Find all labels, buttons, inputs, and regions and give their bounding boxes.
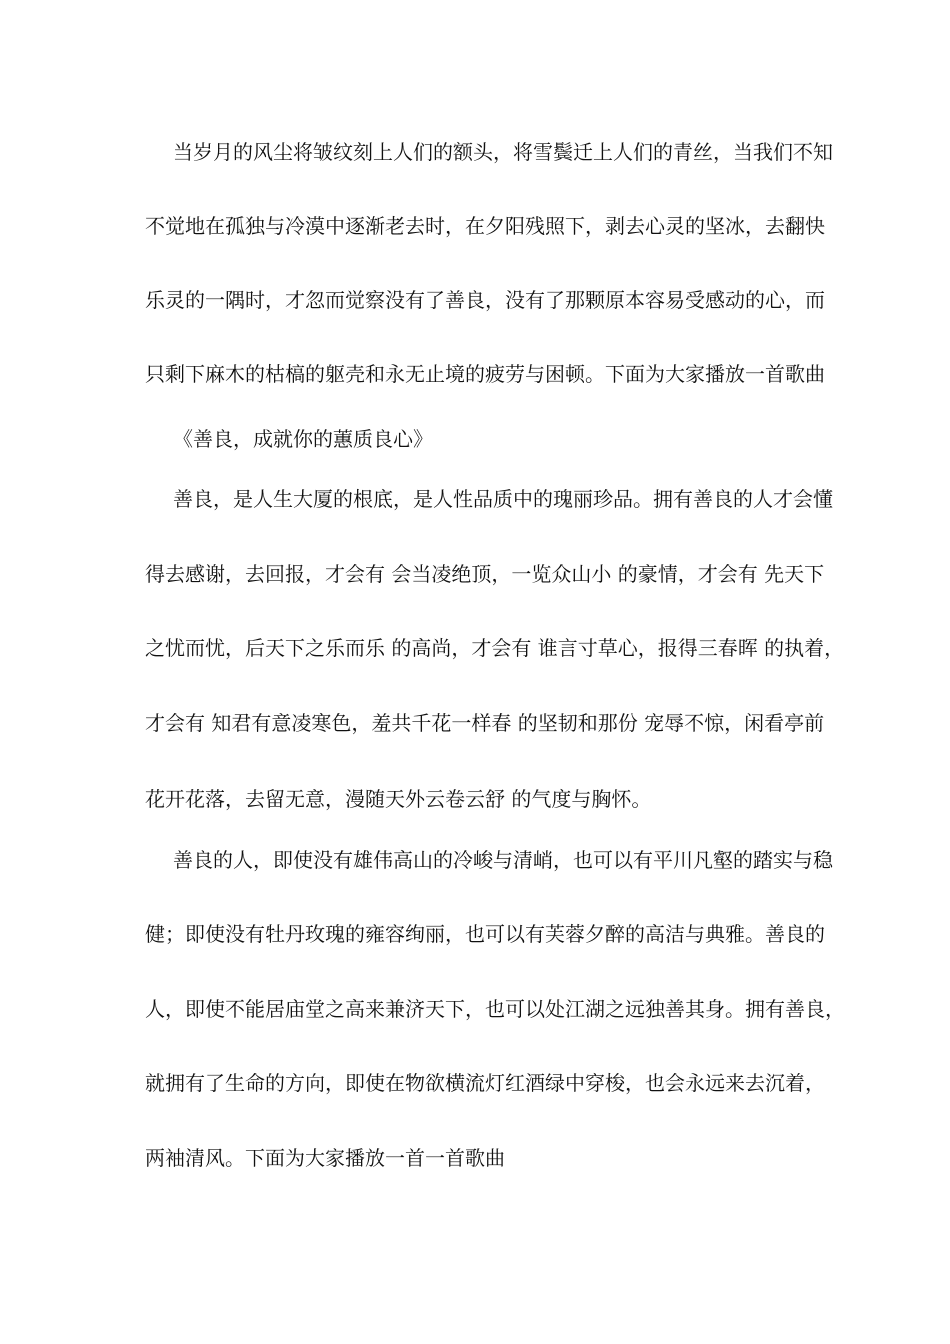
paragraph-3-line-1: 善良的人，即使没有雄伟高山的冷峻与清峭，也可以有平川凡壑的踏实与稳	[173, 848, 833, 872]
paragraph-1-line-3: 乐灵的一隅时，才忽而觉察没有了善良，没有了那颗原本容易受感动的心，而	[145, 288, 825, 312]
paragraph-2-line-2: 得去感谢，去回报，才会有 会当凌绝顶，一览众山小 的豪情，才会有 先天下	[145, 562, 825, 586]
paragraph-2-line-3: 之忧而忧，后天下之乐而乐 的高尚，才会有 谁言寸草心，报得三春晖 的执着，	[145, 636, 845, 660]
paragraph-3-line-2: 健；即使没有牡丹玫瑰的雍容绚丽，也可以有芙蓉夕醉的高洁与典雅。善良的	[145, 922, 825, 946]
paragraph-2-line-5: 花开花落，去留无意，漫随天外云卷云舒 的气度与胸怀。	[145, 787, 652, 811]
paragraph-1-line-1: 当岁月的风尘将皱纹刻上人们的额头，将雪鬓迁上人们的青丝，当我们不知	[173, 140, 833, 164]
paragraph-2-line-1: 善良，是人生大厦的根底，是人性品质中的瑰丽珍品。拥有善良的人才会懂	[173, 487, 833, 511]
paragraph-2-line-4: 才会有 知君有意凌寒色，羞共千花一样春 的坚韧和那份 宠辱不惊，闲看亭前	[145, 711, 825, 735]
song-title: 《善良，成就你的蕙质良心》	[173, 427, 433, 451]
paragraph-1-line-2: 不觉地在孤独与冷漠中逐渐老去时，在夕阳残照下，剥去心灵的坚冰，去翻快	[145, 214, 825, 238]
paragraph-3-line-3: 人，即使不能居庙堂之高来兼济天下，也可以处江湖之远独善其身。拥有善良，	[145, 997, 845, 1021]
paragraph-3-line-5: 两袖清风。下面为大家播放一首一首歌曲	[145, 1146, 505, 1170]
paragraph-3-line-4: 就拥有了生命的方向，即使在物欲横流灯红酒绿中穿梭，也会永远来去沉着，	[145, 1071, 825, 1095]
paragraph-1-line-4: 只剩下麻木的枯槁的躯壳和永无止境的疲劳与困顿。下面为大家播放一首歌曲	[145, 362, 825, 386]
